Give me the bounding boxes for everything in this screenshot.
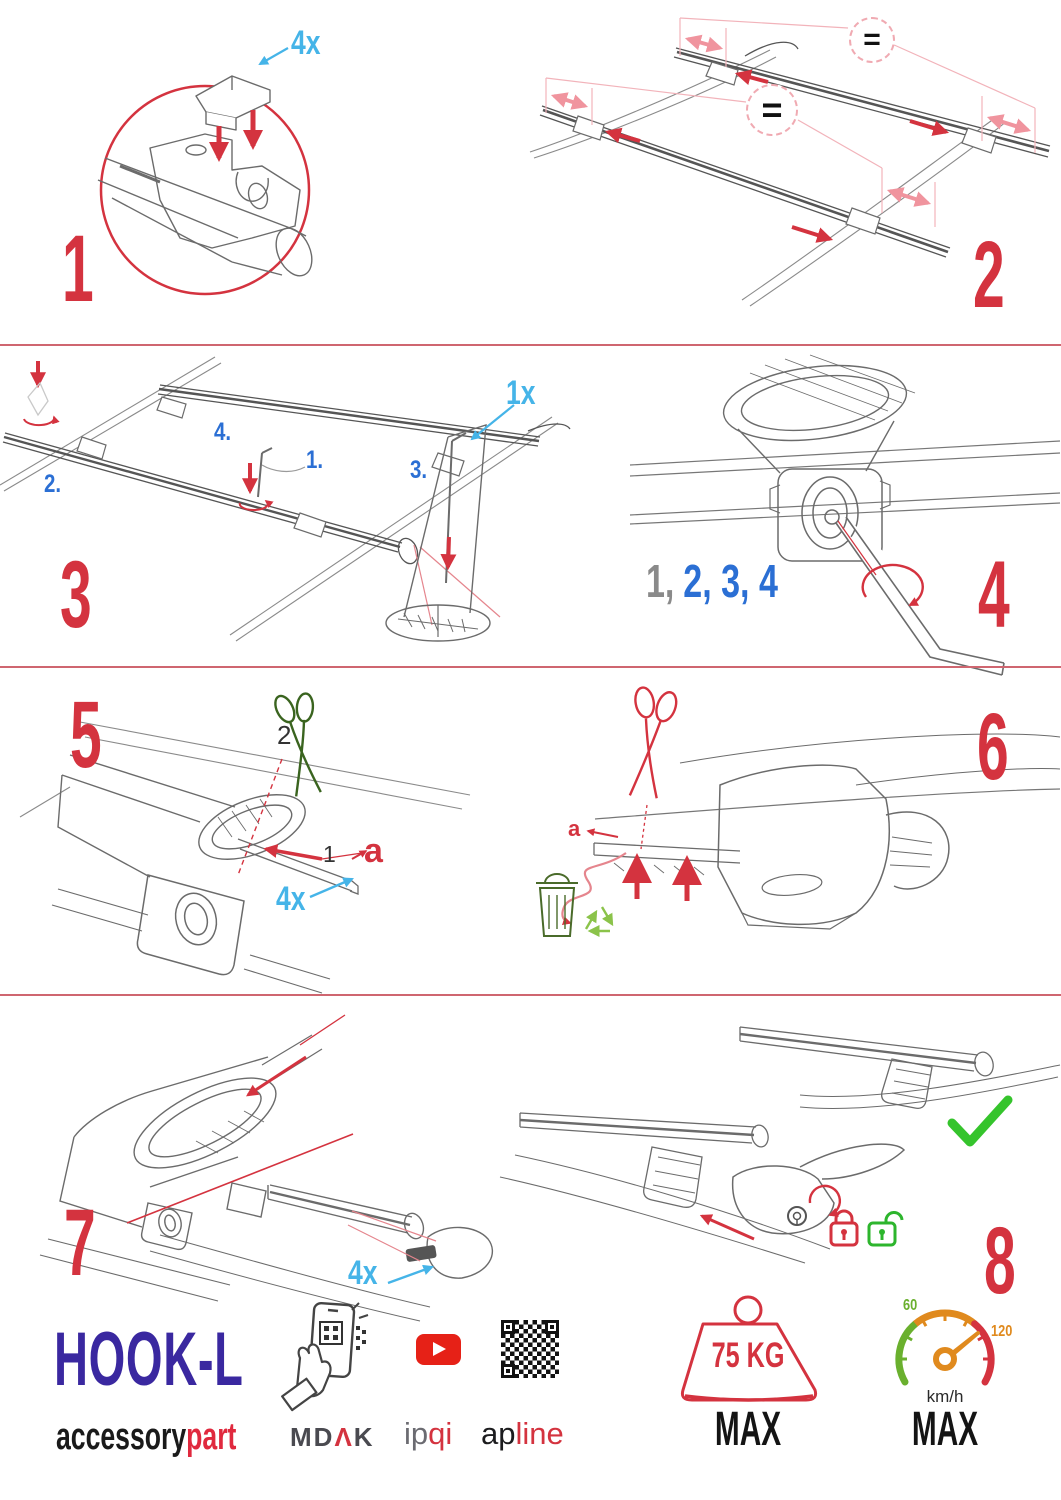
magnify-lines — [414, 545, 500, 625]
padlock-closed-icon — [831, 1211, 857, 1245]
speedometer-icon — [898, 1312, 992, 1382]
finished-assembly — [740, 1027, 1060, 1109]
speed-low-label: 60 — [903, 1297, 918, 1314]
mdak-logo — [290, 1424, 375, 1450]
cover-assembly — [500, 1113, 904, 1263]
sequence-done: 1, — [646, 555, 675, 607]
step3-number: 3 — [60, 542, 91, 648]
mdak-caret: Λ — [334, 1422, 354, 1452]
rail-pod — [719, 355, 915, 473]
ipqi-gray: ip — [404, 1416, 429, 1451]
key-lock-icon — [788, 1207, 806, 1225]
pull-arrow — [266, 849, 366, 859]
step5-qty-label: 4x — [276, 880, 306, 918]
step7-number: 7 — [64, 1190, 95, 1296]
phone-qr-icon — [282, 1303, 368, 1410]
max-speed-label: MAX — [911, 1403, 979, 1456]
push-up-arrows — [637, 859, 687, 901]
equals-badge-mid: = — [746, 84, 798, 136]
hand-tighten-hint — [24, 361, 54, 425]
step7-qty-label: 4x — [348, 1254, 378, 1292]
step1-qty-label: 4x — [291, 24, 321, 62]
step5-insert-label: 1 — [323, 841, 336, 867]
step2-number: 2 — [973, 222, 1004, 328]
step5-number: 5 — [70, 682, 101, 788]
product-name: HOOK-L — [54, 1317, 244, 1402]
section-divider-3 — [0, 994, 1061, 996]
qty-pointer — [260, 48, 288, 64]
mdak-post: K — [353, 1422, 375, 1452]
step8-illustration — [500, 1027, 1060, 1263]
qr-finder-tr — [545, 1320, 559, 1334]
step6-number: 6 — [977, 694, 1008, 800]
qr-finder-bl — [501, 1364, 515, 1378]
step3-part-label-1: 1. — [306, 446, 324, 474]
qr-finder-tl — [501, 1320, 515, 1334]
apline-red: line — [515, 1416, 564, 1451]
max-weight-label: MAX — [714, 1403, 782, 1456]
sequence-rest: 2, 3, 4 — [683, 555, 778, 607]
detail-circle — [101, 86, 309, 294]
insert-strip-arrow — [248, 1015, 345, 1095]
key-insert-arrow — [448, 537, 449, 567]
step4-sequence — [646, 555, 778, 607]
ipqi-red: qi — [428, 1416, 453, 1451]
speed-high-label: 120 — [991, 1323, 1013, 1340]
equals-badge-top: = — [849, 17, 895, 63]
max-weight-value: 75 KG — [711, 1336, 785, 1375]
step8-number: 8 — [984, 1208, 1015, 1314]
step3-part-label-3: 3. — [410, 456, 428, 484]
padlock-open-icon — [869, 1212, 902, 1245]
speed-unit-label: km/h — [926, 1387, 964, 1406]
bar-and-clamp — [98, 134, 319, 281]
step1-illustration — [98, 48, 319, 294]
youtube-icon — [416, 1334, 461, 1365]
step5-cut-label: 2 — [277, 720, 292, 750]
step6-strip-label: a — [568, 816, 581, 841]
endcap-assembly — [150, 1183, 492, 1321]
cut-line — [641, 805, 647, 849]
brand-logo — [56, 1418, 236, 1456]
section-divider-2 — [0, 666, 1061, 668]
apline-black: ap — [481, 1416, 516, 1451]
section-divider-1 — [0, 344, 1061, 346]
mdak-pre: MD — [290, 1422, 335, 1452]
step3-part-label-2: 2. — [44, 470, 62, 498]
ipqi-logo — [404, 1418, 452, 1449]
divider-line — [127, 1134, 353, 1223]
step7-illustration — [40, 1015, 492, 1321]
crossbars — [3, 385, 570, 566]
step3-part-label-4: 4. — [214, 418, 232, 446]
recycle-icon — [586, 907, 612, 931]
bracket-part — [196, 76, 270, 130]
qr-code — [501, 1320, 559, 1378]
step5-strip-label: a — [364, 832, 383, 870]
qty-pointer — [388, 1267, 432, 1283]
brand-red: part — [186, 1416, 237, 1458]
step4-number: 4 — [978, 542, 1009, 648]
trash-bin-icon — [536, 874, 578, 936]
step3-qty-label: 1x — [506, 374, 536, 412]
step1-number: 1 — [62, 216, 93, 322]
brand-black: accessory — [56, 1416, 187, 1458]
scissors-icon — [622, 684, 680, 799]
step2-illustration — [530, 18, 1050, 306]
apline-logo — [481, 1418, 564, 1449]
checkmark-icon — [952, 1100, 1008, 1142]
